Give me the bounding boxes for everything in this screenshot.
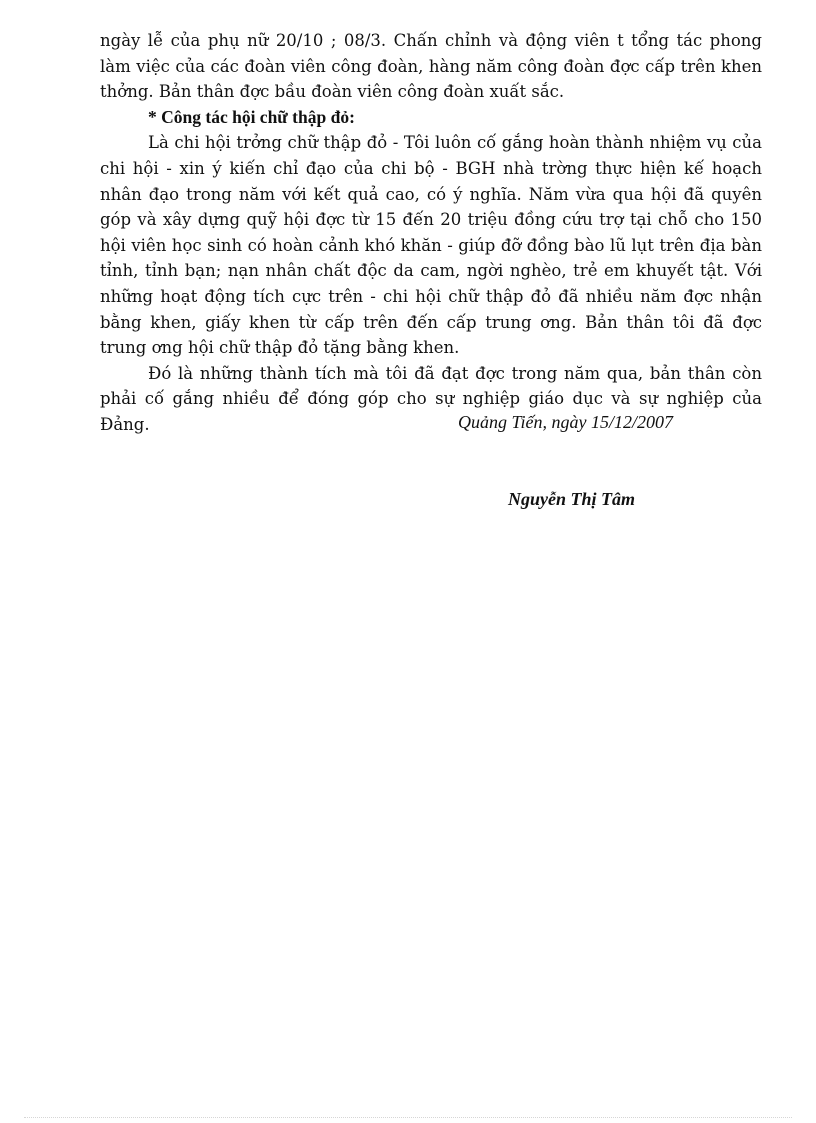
signer-name: Nguyễn Thị Tâm bbox=[508, 489, 636, 509]
section-heading-red-cross: * Công tác hội chữ thập đỏ: bbox=[148, 106, 355, 127]
paragraph-red-cross-work: Là chi hội trởng chữ thập đỏ - Tôi luôn cố gắng hoàn thành nhiệm vụ của chi hội - xin ý kiến chỉ đạo của chi bộ - BGH nhà trờng thực hiện kế hoạch nhân đạo trong năm với kết quả cao, có ý nghĩa. Năm vừa qua hội đã quyên góp và xây dựng quỹ hội đợc từ 15 đến 20 triệu đồng cứu trợ tại chỗ cho 150 hội viên học sinh có hoàn cảnh khó khăn - giúp đỡ đồng bào lũ lụt trên địa bàn tỉnh, tỉnh bạn; nạn nhân chất độc da cam, ngời nghèo, trẻ em khuyết tật. Với những hoạt động tích cực trên - chi hội chữ thập đỏ đã nhiều năm đợc nhận bằng khen, giấy khen từ cấp trên đến cấp trung ơng. Bản thân tôi đã đợc trung ơng hội chữ thập đỏ tặng bằng khen. bbox=[100, 133, 762, 358]
place-and-date: Quảng Tiến, ngày 15/12/2007 bbox=[458, 412, 673, 432]
page-bottom-border bbox=[24, 1117, 792, 1118]
paragraph-union-work: ngày lễ của phụ nữ 20/10 ; 08/3. Chấn chỉnh và động viên t tổng tác phong làm việc của các đoàn viên công đoàn, hàng năm công đoàn đợc cấp trên khen thởng. Bản thân đợc bầu đoàn viên công đoàn xuất sắc. bbox=[100, 31, 762, 102]
paragraph-conclusion: Đó là những thành tích mà tôi đã đạt đợc trong năm qua, bản thân còn phải cố gắng nhiều để đóng góp cho sự nghiệp giáo dục và sự nghiệp của Đảng. bbox=[100, 363, 762, 434]
document-body bbox=[100, 28, 762, 438]
